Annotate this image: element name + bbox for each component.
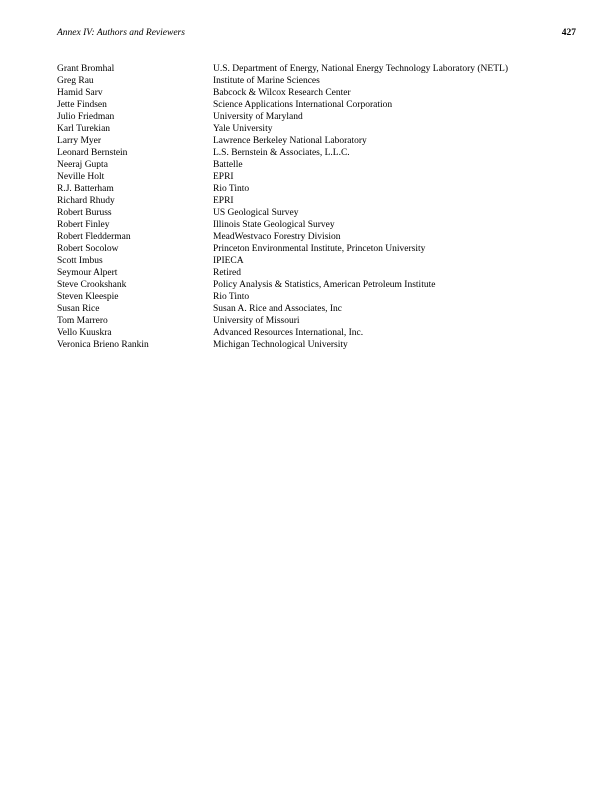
reviewer-affiliation: Yale University (213, 124, 273, 134)
reviewer-name: Robert Socolow (57, 244, 119, 254)
reviewer-name: Larry Myer (57, 136, 102, 146)
reviewer-affiliation: EPRI (213, 196, 234, 206)
reviewer-affiliation: MeadWestvaco Forestry Division (213, 232, 341, 242)
reviewer-row (57, 63, 576, 75)
reviewer-row (57, 75, 576, 87)
reviewer-row (57, 291, 576, 303)
reviewer-name: Scott Imbus (57, 256, 103, 266)
reviewer-row (57, 279, 576, 291)
reviewer-affiliation: Advanced Resources International, Inc. (213, 328, 364, 338)
reviewer-row (57, 87, 576, 99)
reviewer-affiliation: IPIECA (213, 256, 244, 266)
reviewer-affiliation: University of Missouri (213, 316, 300, 326)
reviewer-affiliation: Lawrence Berkeley National Laboratory (213, 136, 367, 146)
reviewer-row (57, 327, 576, 339)
reviewer-row (57, 219, 576, 231)
reviewer-row (57, 111, 576, 123)
reviewer-name: Greg Rau (57, 76, 94, 86)
reviewer-name: Veronica Brieno Rankin (57, 340, 149, 350)
reviewer-name: Susan Rice (57, 304, 100, 314)
reviewer-affiliation: Illinois State Geological Survey (213, 220, 335, 230)
reviewer-name: Tom Marrero (57, 316, 108, 326)
page-number: 427 (561, 28, 576, 38)
reviewer-affiliation: Susan A. Rice and Associates, Inc (213, 304, 343, 314)
reviewer-affiliation: Michigan Technological University (213, 340, 348, 350)
reviewer-name: Jette Findsen (57, 100, 107, 110)
page-header (57, 27, 576, 41)
reviewer-affiliation: US Geological Survey (213, 208, 299, 218)
reviewer-row (57, 255, 576, 267)
reviewer-name: Leonard Bernstein (57, 148, 128, 158)
reviewer-name: Grant Bromhal (57, 64, 115, 74)
reviewer-row (57, 207, 576, 219)
reviewer-name: Robert Fledderman (57, 232, 131, 242)
reviewer-row (57, 123, 576, 135)
reviewer-name: Robert Finley (57, 220, 110, 230)
reviewer-row (57, 171, 576, 183)
reviewer-row (57, 99, 576, 111)
reviewer-affiliation: Rio Tinto (213, 292, 250, 302)
reviewer-name: Neville Holt (57, 172, 105, 182)
reviewer-affiliation: L.S. Bernstein & Associates, L.L.C. (213, 148, 350, 158)
reviewer-name: R.J. Batterham (57, 184, 114, 194)
reviewer-name: Karl Turekian (57, 124, 111, 134)
reviewer-row (57, 135, 576, 147)
reviewer-affiliation: Princeton Environmental Institute, Princeton University (213, 244, 426, 254)
reviewer-name: Steve Crookshank (57, 280, 127, 290)
reviewer-name: Julio Friedman (57, 112, 115, 122)
reviewer-row (57, 315, 576, 327)
reviewer-affiliation: Babcock & Wilcox Research Center (213, 88, 351, 98)
reviewer-row (57, 303, 576, 315)
running-title: Annex IV: Authors and Reviewers (57, 28, 185, 38)
reviewer-affiliation: U.S. Department of Energy, National Energy Technology Laboratory (NETL) (213, 64, 508, 74)
reviewer-affiliation: Retired (213, 268, 241, 278)
reviewer-name: Robert Buruss (57, 208, 112, 218)
reviewer-name: Vello Kuuskra (57, 328, 112, 338)
reviewer-name: Neeraj Gupta (57, 160, 108, 170)
reviewer-row (57, 183, 576, 195)
reviewer-name: Richard Rhudy (57, 196, 115, 206)
reviewer-affiliation: University of Maryland (213, 112, 303, 122)
reviewer-name: Hamid Sarv (57, 88, 103, 98)
reviewer-affiliation: Battelle (213, 160, 243, 170)
reviewer-row (57, 147, 576, 159)
reviewer-row (57, 243, 576, 255)
reviewer-name: Steven Kleespie (57, 292, 119, 302)
reviewer-row (57, 159, 576, 171)
reviewer-affiliation: EPRI (213, 172, 234, 182)
reviewer-row (57, 195, 576, 207)
reviewer-row (57, 339, 576, 351)
reviewer-name: Seymour Alpert (57, 268, 118, 278)
reviewer-list (57, 63, 576, 351)
reviewer-affiliation: Policy Analysis & Statistics, American Petroleum Institute (213, 280, 436, 290)
reviewer-row (57, 267, 576, 279)
reviewer-affiliation: Institute of Marine Sciences (213, 76, 320, 86)
reviewer-affiliation: Science Applications International Corporation (213, 100, 393, 110)
reviewer-affiliation: Rio Tinto (213, 184, 250, 194)
reviewer-row (57, 231, 576, 243)
